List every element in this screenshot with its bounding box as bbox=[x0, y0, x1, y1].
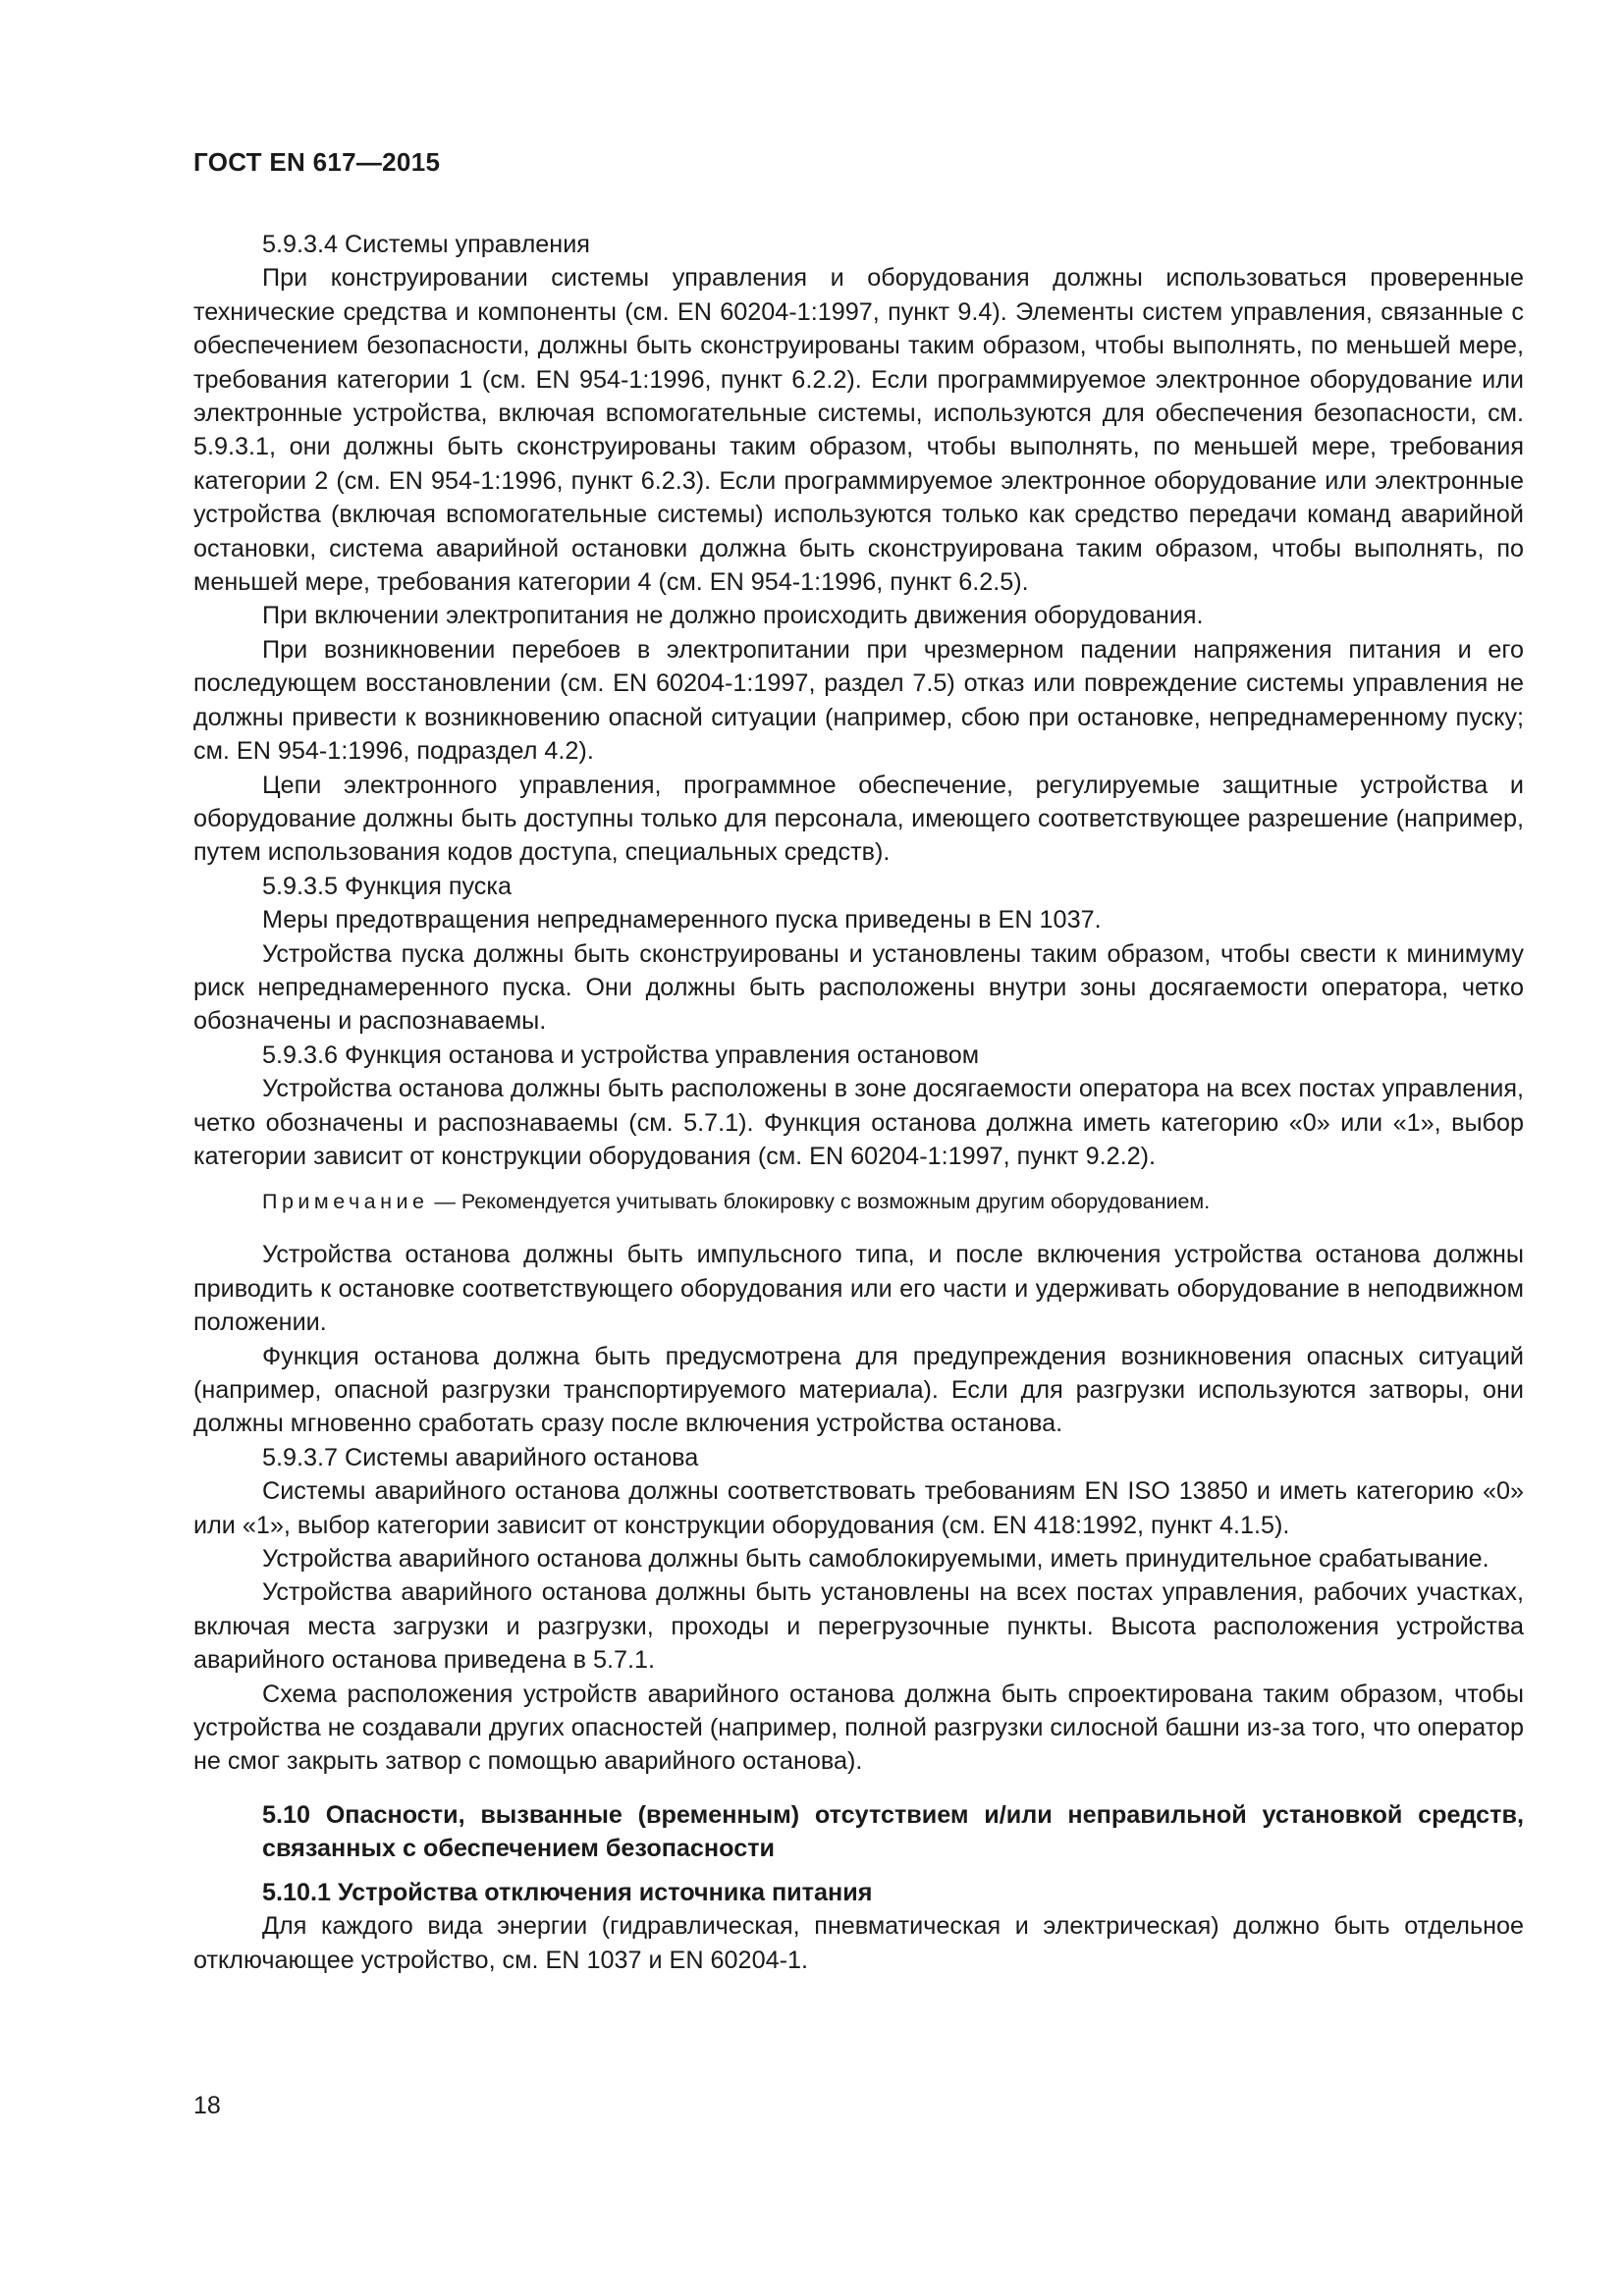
paragraph: Схема расположения устройств аварийного останова должна быть спроектирована таким образом, чтобы устройства не создавали других опасностей (например, полной разгрузки силосной башни из-за того, что оператор не смог закрыть затвор с помощью аварийного останова). bbox=[193, 1680, 1524, 1776]
paragraph: При конструировании системы управления и оборудования должны использоваться проверенные технические средства и компоненты (см. EN 60204-1:1997, пункт 9.4). Элементы систем управления, связанные с обеспечением безопасности, должны быть сконструированы таким образом, чтобы выполнять, по меньшей мере, требования категории 1 (см. EN 954-1:1996, пункт 6.2.2). Если программируемое электронное оборудование или электронные устройства, включая вспомогательные системы, используются для обеспечения безопасности, см. 5.9.3.1, они должны быть сконструированы таким образом, чтобы выполнять, по меньшей мере, требования категории 2 (см. EN 954-1:1996, пункт 6.2.3). Если программируемое электронное оборудование или электронные устройства (включая вспомогательные системы) используются только как средство передачи команд аварийной остановки, система аварийной остановки должна быть сконструирована таким образом, чтобы выполнять, по меньшей мере, требования категории 4 (см. EN 954-1:1996, пункт 6.2.5). bbox=[193, 264, 1524, 597]
paragraph: Устройства останова должны быть расположены в зоне досягаемости оператора на всех постах управления, четко обозначены и распознаваемы (см. 5.7.1). Функция останова должна иметь категорию «0» или «1», выбор категории зависит от конструкции оборудования (см. EN 60204-1:1997, пункт 9.2.2). bbox=[193, 1075, 1524, 1170]
paragraph: Меры предотвращения непреднамеренного пуска приведены в EN 1037. bbox=[262, 906, 1102, 934]
paragraph: При возникновении перебоев в электропитании при чрезмерном падении напряжения питания и его последующем восстановлении (см. EN 60204-1:1997, раздел 7.5) отказ или повреждение системы управления не должны привести к возникновению опасной ситуации (например, сбою при остановке, непреднамеренному пуску; см. EN 954-1:1996, подраздел 4.2). bbox=[193, 635, 1524, 766]
paragraph: Устройства аварийного останова должны быть самоблокируемыми, иметь принудительное срабатывание. bbox=[262, 1545, 1489, 1574]
section-heading-5-10: 5.10 Опасности, вызванные (временным) отсутствием и/или неправильной установкой средств, связанных с обеспечением безопасности bbox=[262, 1800, 1524, 1863]
note bbox=[193, 1187, 1524, 1216]
paragraph: Цепи электронного управления, программное обеспечение, регулируемые защитные устройства и оборудование должны быть доступны только для персонала, имеющего соответствующее разрешение (например, путем использования кодов доступа, специальных средств). bbox=[193, 771, 1524, 867]
section-heading-5-9-3-5: 5.9.3.5 Функция пуска bbox=[262, 872, 512, 900]
section-heading-5-9-3-6: 5.9.3.6 Функция останова и устройства управления остановом bbox=[262, 1041, 980, 1069]
paragraph: Системы аварийного останова должны соответствовать требованиям EN ISO 13850 и иметь категорию «0» или «1», выбор категории зависит от конструкции оборудования (см. EN 418:1992, пункт 4.1.5). bbox=[193, 1477, 1524, 1539]
section-heading-5-9-3-7: 5.9.3.7 Системы аварийного останова bbox=[262, 1443, 699, 1471]
paragraph: Устройства останова должны быть импульсного типа, и после включения устройства останова должны приводить к остановке соответствующего оборудования или его части и удерживать оборудование в неподвижном положении. bbox=[193, 1241, 1524, 1337]
section-heading-5-10-1: 5.10.1 Устройства отключения источника питания bbox=[262, 1878, 873, 1906]
note-label: Примечание bbox=[262, 1190, 429, 1214]
paragraph: Для каждого вида энергии (гидравлическая, пневматическая и электрическая) должно быть отдельное отключающее устройство, см. EN 1037 и EN 60204-1. bbox=[193, 1912, 1524, 1974]
paragraph: Функция останова должна быть предусмотрена для предупреждения возникновения опасных ситуаций (например, опасной разгрузки транспортируемого материала). Если для разгрузки используются затворы, они должны мгновенно сработать сразу после включения устройства останова. bbox=[193, 1342, 1524, 1438]
note-text: — Рекомендуется учитывать блокировку с возможным другим оборудованием. bbox=[428, 1190, 1211, 1214]
page-number: 18 bbox=[193, 2092, 221, 2119]
paragraph: Устройства пуска должны быть сконструированы и установлены таким образом, чтобы свести к минимуму риск непреднамеренного пуска. Они должны быть расположены внутри зоны досягаемости оператора, четко обозначены и распознаваемы. bbox=[193, 939, 1524, 1036]
paragraph: При включении электропитания не должно происходить движения оборудования. bbox=[262, 602, 1204, 630]
document-body bbox=[193, 228, 1524, 1977]
document-header: ГОСТ EN 617—2015 bbox=[193, 147, 441, 177]
paragraph: Устройства аварийного останова должны быть установлены на всех постах управления, рабочих участках, включая места загрузки и разгрузки, проходы и перегрузочные пункты. Высота расположения устройства аварийного останова приведена в 5.7.1. bbox=[193, 1578, 1524, 1675]
section-heading-5-9-3-4: 5.9.3.4 Системы управления bbox=[262, 231, 590, 258]
